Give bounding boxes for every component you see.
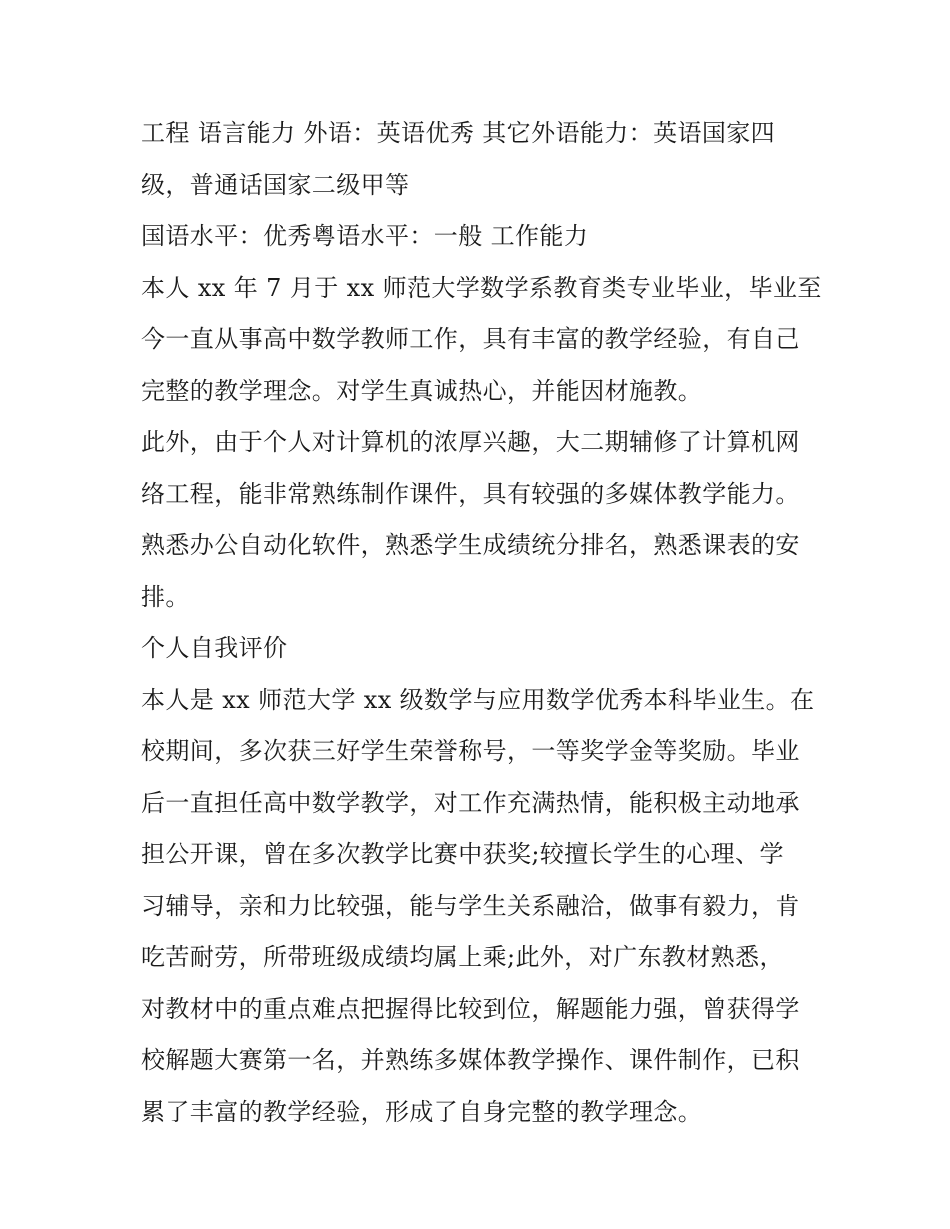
text-line: 排。 (141, 582, 190, 611)
text-line: 熟悉办公自动化软件，熟悉学生成绩统分排名，熟悉课表的安 (141, 531, 800, 559)
text-line: 国语水平：优秀粤语水平：一般 工作能力 (141, 222, 589, 250)
text-line: 校解题大赛第一名，并熟练多媒体教学操作、课件制作，已积 (141, 1046, 800, 1074)
text-line: 本人 xx 年 7 月于 xx 师范大学数学系教育类专业毕业，毕业至 (141, 273, 822, 302)
text-line: 吃苦耐劳，所带班级成绩均属上乘;此外，对广东教材熟悉， (141, 943, 784, 971)
text-line: 今一直从事高中数学教师工作，具有丰富的教学经验，有自己 (141, 325, 800, 353)
text-line: 校期间，多次获三好学生荣誉称号，一等奖学金等奖励。毕业 (141, 737, 800, 765)
section-heading: 个人自我评价 (141, 634, 288, 662)
text-line: 后一直担任高中数学教学，对工作充满热情，能积极主动地承 (141, 788, 800, 817)
text-line: 担公开课，曾在多次教学比赛中获奖;较擅长学生的心理、学 (141, 840, 784, 868)
text-line: 工程 语言能力 外语：英语优秀 其它外语能力：英语国家四 (141, 119, 776, 147)
text-line: 级，普通话国家二级甲等 (141, 170, 410, 199)
text-line: 习辅导，亲和力比较强，能与学生关系融洽，做事有毅力，肯 (141, 891, 800, 920)
text-line: 此外，由于个人对计算机的浓厚兴趣，大二期辅修了计算机网 (141, 428, 800, 456)
text-line: 对教材中的重点难点把握得比较到位，解题能力强，曾获得学 (141, 994, 800, 1023)
text-line: 完整的教学理念。对学生真诚热心，并能因材施教。 (141, 376, 703, 405)
text-line: 累了丰富的教学经验，形成了自身完整的教学理念。 (141, 1097, 703, 1126)
text-line: 络工程，能非常熟练制作课件，具有较强的多媒体教学能力。 (141, 479, 800, 508)
text-line: 本人是 xx 师范大学 xx 级数学与应用数学优秀本科毕业生。在 (141, 685, 815, 714)
document-body (141, 108, 821, 1138)
